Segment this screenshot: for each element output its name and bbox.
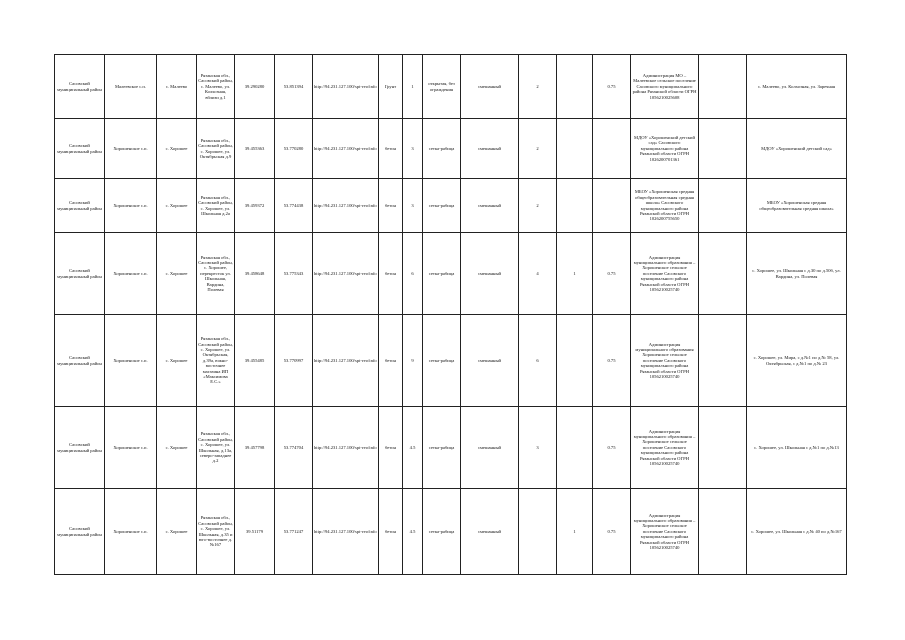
owner-cell: МДОУ «Хорошенский детский сад» Сасовского муниципального района Рязанской области ОГРН 1026200701361 — [631, 119, 699, 179]
containers-cell: 6 — [519, 315, 557, 407]
district-cell: Сасовский муниципальный район — [55, 315, 105, 407]
longitude-cell: 53.851394 — [275, 55, 313, 119]
waste-type-cell: смешанный — [461, 489, 519, 575]
area-cell: 1 — [403, 55, 423, 119]
surface-cell: Грунт — [379, 55, 403, 119]
locality-cell: с. Хорошее — [157, 489, 197, 575]
owner-cell: Администрация муниципального образования – Хорошенское сельское поселение Сасовского муниципального района Рязанской области ОГРН 1056210025740 — [631, 233, 699, 315]
fence-cell: открытая, без ограждения — [423, 55, 461, 119]
volume-cell — [593, 119, 631, 179]
table-row — [55, 489, 847, 575]
owner-cell: МБОУ «Хорошенская средняя общеобразовательная средняя школа» Сасовского муниципального района Рязанской области ОГРН 1026200755650 — [631, 179, 699, 233]
containers-cell: 2 — [519, 179, 557, 233]
table-row — [55, 407, 847, 489]
address-cell: Рязанская обл., Сасовский район, с. Хорошее, ул. Школьная д.2а — [197, 179, 235, 233]
bunker-cell — [557, 55, 593, 119]
longitude-cell: 53.774438 — [275, 179, 313, 233]
empty-cell — [699, 119, 747, 179]
fence-cell: сетка-рабица — [423, 179, 461, 233]
waste-type-cell: смешанный — [461, 55, 519, 119]
fence-cell: сетка-рабица — [423, 119, 461, 179]
surface-cell: бетон — [379, 233, 403, 315]
fence-cell: сетка-рабица — [423, 233, 461, 315]
area-cell: 9 — [403, 315, 423, 407]
bunker-cell: 1 — [557, 233, 593, 315]
map-link-cell: http://94.231.127.100/spt-гео/info — [313, 315, 379, 407]
latitude-cell: 39.459372 — [235, 179, 275, 233]
district-cell: Сасовский муниципальный район — [55, 407, 105, 489]
locality-cell: с. Хорошее — [157, 407, 197, 489]
map-link-cell: http://94.231.127.100/spt-гео/info — [313, 119, 379, 179]
district-cell: Сасовский муниципальный район — [55, 233, 105, 315]
empty-cell — [699, 315, 747, 407]
bunker-cell — [557, 179, 593, 233]
address-cell: Рязанская обл., Сасовский район, с. Хорошее, ул. Школьная, д.13а, северо-западнее д.2 — [197, 407, 235, 489]
locality-cell: с. Малеево — [157, 55, 197, 119]
area-cell: 6 — [403, 233, 423, 315]
map-link-cell: http://94.231.127.100/spt-гео/info — [313, 179, 379, 233]
surface-cell: бетон — [379, 179, 403, 233]
volume-cell — [593, 179, 631, 233]
containers-cell: 2 — [519, 55, 557, 119]
locality-cell: с. Хорошее — [157, 179, 197, 233]
waste-source-cell: МДОУ «Хорошенский детский сад» — [747, 119, 847, 179]
empty-cell — [699, 179, 747, 233]
latitude-cell: 39.455363 — [235, 119, 275, 179]
settlement-cell: Хорошенское с.п. — [105, 407, 157, 489]
surface-cell: бетон — [379, 315, 403, 407]
map-link-cell: http://94.231.127.100/spt-гео/info — [313, 407, 379, 489]
owner-cell: Администрация муниципального образования – Хорошенское сельское поселение Сасовского муниципального района Рязанской области ОГРН 1056210025740 — [631, 407, 699, 489]
owner-cell: Администрация муниципального образования Хорошенское сельское поселение Сасовского муниципального района Рязанской области ОГРН 1056210025740 — [631, 315, 699, 407]
waste-source-cell: с. Хорошее, ул. Мира, с д.№1 по д.№ 58, ул. Октябрьская, с д.№1 по д.№ 23 — [747, 315, 847, 407]
table-row — [55, 119, 847, 179]
address-cell: Рязанская обл., Сасовский район, с. Хорошее, перекресток ул. Школьная, Вардина, Полевая — [197, 233, 235, 315]
longitude-cell: 53.770280 — [275, 119, 313, 179]
owner-cell: Администрация муниципального образования – Хорошенское сельское поселение Сасовского муниципального района Рязанской области ОГРН 1056210025740 — [631, 489, 699, 575]
fence-cell: сетка-рабица — [423, 407, 461, 489]
district-cell: Сасовский муниципальный район — [55, 489, 105, 575]
waste-source-cell: с. Хорошее, ул. Школьная с д.30 по д.50б, ул. Вардина, ул. Полевая — [747, 233, 847, 315]
address-cell: Рязанская обл., Сасовский район, с. Хорошее, ул. Октябрьская д.9 — [197, 119, 235, 179]
waste-source-cell: с. Хорошее, ул. Школьная с д.№ 40 по д.№167 — [747, 489, 847, 575]
bunker-cell — [557, 407, 593, 489]
address-cell: Рязанская обл., Сасовский район, с. Хорошее, ул. Школьная, д.35 и юго-восточнее д.№167 — [197, 489, 235, 575]
fence-cell: сетка-рабица — [423, 489, 461, 575]
locality-cell: с. Хорошее — [157, 233, 197, 315]
containers-cell: 3 — [519, 407, 557, 489]
containers-cell — [519, 489, 557, 575]
latitude-cell: 39.51179 — [235, 489, 275, 575]
waste-source-cell: с. Хорошее, ул. Школьная с д.№1 по д.№13 — [747, 407, 847, 489]
registry-table — [54, 54, 847, 575]
waste-source-cell: с. Малеево, ул. Колхозная, ул. Заречная — [747, 55, 847, 119]
locality-cell: с. Хорошее — [157, 315, 197, 407]
table-row — [55, 179, 847, 233]
empty-cell — [699, 489, 747, 575]
bunker-cell: 1 — [557, 489, 593, 575]
empty-cell — [699, 55, 747, 119]
area-cell: 3 — [403, 119, 423, 179]
address-cell: Рязанская обл., Сасовский район, с. Хорошее, ул. Октябрьская, д.39а, южно-восточнее магазина ИП «Максимова Е.С.» — [197, 315, 235, 407]
surface-cell: бетон — [379, 119, 403, 179]
fence-cell: сетка-рабица — [423, 315, 461, 407]
district-cell: Сасовский муниципальный район — [55, 119, 105, 179]
volume-cell: 0.75 — [593, 407, 631, 489]
waste-source-cell: МБОУ «Хорошенская средняя общеобразовательная средняя школа» — [747, 179, 847, 233]
district-cell: Сасовский муниципальный район — [55, 179, 105, 233]
latitude-cell: 39.457798 — [235, 407, 275, 489]
empty-cell — [699, 233, 747, 315]
district-cell: Сасовский муниципальный район — [55, 55, 105, 119]
map-link-cell: http://94.231.127.100/spt-гео/info — [313, 489, 379, 575]
area-cell: 4.5 — [403, 407, 423, 489]
table-row — [55, 315, 847, 407]
waste-type-cell: смешанный — [461, 119, 519, 179]
address-cell: Рязанская обл., Сасовский район, с. Малеево, ул. Колхозная, вблизи д.1 — [197, 55, 235, 119]
table-row — [55, 55, 847, 119]
surface-cell: бетон — [379, 489, 403, 575]
area-cell: 3 — [403, 179, 423, 233]
settlement-cell: Хорошенское с.п. — [105, 315, 157, 407]
empty-cell — [699, 407, 747, 489]
settlement-cell: Хорошенское с.п. — [105, 233, 157, 315]
area-cell: 4.5 — [403, 489, 423, 575]
settlement-cell: Малеевское с.п. — [105, 55, 157, 119]
volume-cell: 0.75 — [593, 315, 631, 407]
longitude-cell: 53.771247 — [275, 489, 313, 575]
longitude-cell: 53.775343 — [275, 233, 313, 315]
latitude-cell: 39.290280 — [235, 55, 275, 119]
containers-cell: 2 — [519, 119, 557, 179]
surface-cell: бетон — [379, 407, 403, 489]
settlement-cell: Хорошенское с.п. — [105, 119, 157, 179]
waste-type-cell: смешанный — [461, 315, 519, 407]
volume-cell: 0.75 — [593, 55, 631, 119]
map-link-cell: http://94.231.127.100/spt-гео/info — [313, 55, 379, 119]
waste-type-cell: смешанный — [461, 407, 519, 489]
volume-cell: 0.75 — [593, 233, 631, 315]
longitude-cell: 53.770997 — [275, 315, 313, 407]
owner-cell: Администрация МО – Малеевское сельское поселение Сасовского муниципального района Рязанской области ОГРН 1056210025608 — [631, 55, 699, 119]
settlement-cell: Хорошенское с.п. — [105, 179, 157, 233]
latitude-cell: 39.455485 — [235, 315, 275, 407]
latitude-cell: 39.458648 — [235, 233, 275, 315]
table-row — [55, 233, 847, 315]
bunker-cell — [557, 315, 593, 407]
settlement-cell: Хорошенское с.п. — [105, 489, 157, 575]
longitude-cell: 53.774704 — [275, 407, 313, 489]
containers-cell: 4 — [519, 233, 557, 315]
volume-cell: 0.75 — [593, 489, 631, 575]
map-link-cell: http://94.231.127.100/spt-гео/info — [313, 233, 379, 315]
locality-cell: с. Хорошее — [157, 119, 197, 179]
waste-type-cell: смешанный — [461, 233, 519, 315]
bunker-cell — [557, 119, 593, 179]
waste-type-cell: смешанный — [461, 179, 519, 233]
